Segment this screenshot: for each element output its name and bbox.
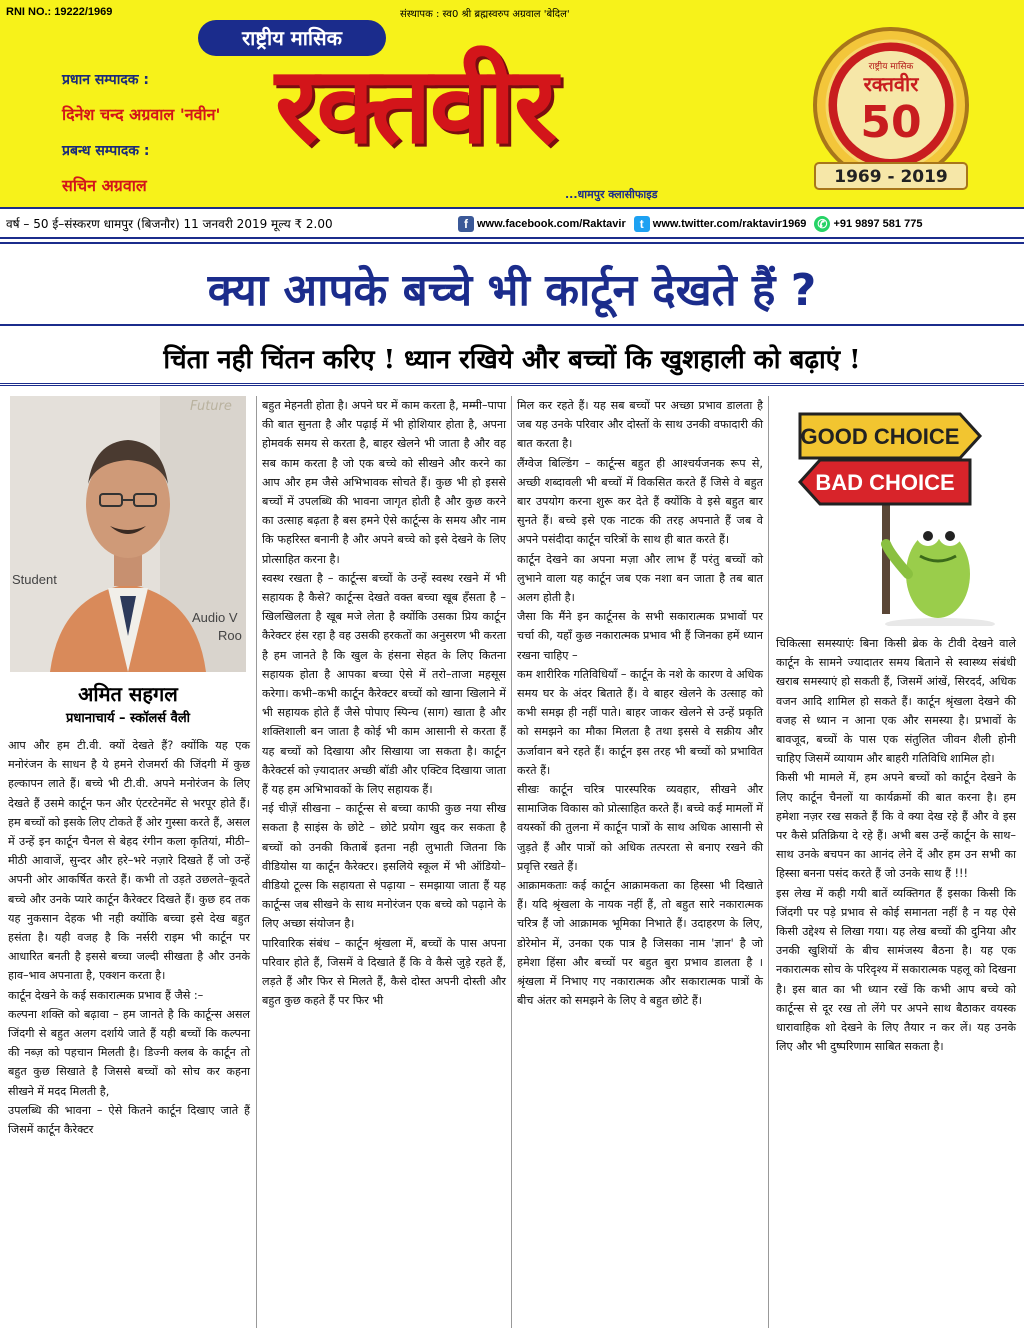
article-headline: क्या आपके बच्चे भी कार्टून देखते हैं ? xyxy=(207,265,817,316)
article-column-1 xyxy=(8,736,250,1139)
author-name: अमित सहगल xyxy=(78,682,178,706)
managing-editor-name: सचिन अग्रवाल xyxy=(62,176,147,195)
photo-sign-audio: Audio V xyxy=(192,610,238,625)
chief-editor-label: प्रधान सम्पादक : xyxy=(62,72,150,88)
paragraph: कल्पना शक्ति को बढ़ावा – हम जानते है कि कार्टून्स असल जिंदगी से बहुत अलग दर्शाये जाते हैं यही बच्चों कि कल्पना की नब्ज़ को पहचान मिलती है। डिज्नी क्लब के कार्टून तो बहुत कुछ सिखाते है जिससे बच्चों को सोच कर कहना सीखने में मदद मिलती है, xyxy=(8,1007,250,1098)
paragraph: आक्रामकताः कई कार्टून आक्रामकता का हिस्सा भी दिखाते हैं। यदि श्रृंखला के नायक नहीं हैं, तो बहुत सारे नकारात्मक चरित्र हैं जो आक्रामक भूमिका निभाते हैं। उदाहरण के लिए, डोरेमोन में, उनका एक पात्र है जिसका नाम 'ज्ञान' है जो हमेशा हिंसा और बच्चों पर बहुत बुरा प्रभाव डालता है । श्रृंखला में निभाए गए नकारात्मक और सकारात्मक पात्रों के बीच अंतर को समझने के लिए वे बहुत छोटे हैं। xyxy=(517,879,763,1008)
photo-sign-student: Student xyxy=(12,572,57,587)
chief-editor-name: दिनेश चन्द अग्रवाल 'नवीन' xyxy=(62,105,221,124)
article-column-4 xyxy=(776,634,1016,1056)
founder-line: संस्थापक : स्व0 श्री ब्रह्मस्वरुप अग्रवाल 'बेदिल' xyxy=(400,9,570,20)
rashtriya-masik-label: राष्ट्रीय मासिक xyxy=(198,20,386,56)
paragraph: चिकित्सा समस्याएंः बिना किसी ब्रेक के टीवी देखने वाले कार्टून के सामने ज्यादातर समय बिताने से स्वास्थ्य संबंधी खराब समस्याएं हो सकती हैं, जिसमें आंखें, सिरदर्द, अधिक वजन आदि शामिल हो सकते हैं। कार्टून श्रृंखला देखने की वजह से ध्यान न आना एक और समस्या है। प्रभावों के बावजूद, बच्चों के पास एक संतुलित जीवन शैली होनी चाहिए जिसमें व्यायाम और बाहरी गतिविधि शामिल हो। xyxy=(776,637,1016,766)
column-divider xyxy=(256,396,257,1328)
rni-number: RNI NO.: 19222/1969 xyxy=(6,6,113,18)
masthead xyxy=(0,0,1024,207)
photo-sign-room: Roo xyxy=(218,628,242,643)
whatsapp-icon: ✆ xyxy=(814,216,830,232)
paragraph: नई चीज़ें सीखना – कार्टून्स से बच्चा काफी कुछ नया सीख सकता है साइंस के छोटे – छोटे प्रयोग खुद कर सकता है बच्चों को उनकी किताबें इतना नही लुभाती जितना कि वीडियोस या कार्टून कैरेक्टर। इसलिये स्कूल में भी ऑडियो–वीडियो टूल्स कि सहायता से पढ़ाया – समझाया जाता हैं यह कार्टून्स जब सीखने के साथ मनोरंजन एक बच्चे को पढ़ाने के लिए अच्छा संयोजन है। xyxy=(262,802,506,931)
photo-sign-top: Future xyxy=(190,399,232,414)
author-designation: प्रधानाचार्य – स्कॉलर्स वैली xyxy=(66,711,190,726)
whatsapp-link[interactable] xyxy=(814,216,922,232)
editors-block xyxy=(62,70,282,212)
facebook-url: www.facebook.com/Raktavir xyxy=(477,217,626,230)
paragraph: मिल कर रहते हैं। यह सब बच्चों पर अच्छा प्रभाव डालता है जब यह उनके परिवार और दोस्तों के साथ उनकी वफादारी की बात करता है। xyxy=(517,399,763,451)
author-portrait-icon xyxy=(10,396,246,672)
paragraph: आप और हम टी.वी. क्यों देखते हैं? क्योंकि यह एक मनोरंजन के साधन है ये हमने रोजमर्रा की जिंदगी में कुछ हल्कापन लाते हैं। बच्चे भी टी.वी. अपने मनोरंजन के लिए देखते हैं उसमे कार्टून फन और एंटरटेनमेंट से भरपूर होते हैं। हम बच्चों को इसके लिए टोकते हैं ओर गुस्सा करते हैं, असल में उन्हें इन कार्टून चैनल से बेहद रंगीन कला कृतियां, मीठी–मीठी आवाजें, सुन्दर और हरे–भरे नज़ारे दिखते हैं जो उन्हें अपनी ओर आकर्षित करते हैं। कभी तो उड़ते उछलते–कूदते बच्चे और उनके प्यारे कार्टून कैरेक्टर दिखते हैं। कुछ हद तक यह नुकसान देहक भी नही क्योंकि बच्चा इसे देख बहुत हसंता है। यही वजह है कि नर्सरी राइम भी कार्टून पर आधारित बनती है इससे बच्चा जल्दी सीखता है और उनके हाव–भाव अपनाता है, एक्शन करता है। xyxy=(8,739,250,983)
paragraph: जैसा कि मैंने इन कार्टूनस के सभी सकारात्मक प्रभावों पर चर्चा की, यहाँ कुछ नकारात्मक प्रभाव भी हैं जिनका हमें ध्यान रखना चाहिए – xyxy=(517,610,763,662)
signpost-icon xyxy=(770,394,1014,626)
seal-number: 50 xyxy=(860,97,922,148)
paragraph: इस लेख में कही गयी बातें व्यक्तिगत हैं इसका किसी कि जिंदगी पर पड़े प्रभाव से कोई समानता नहीं है न यह ऐसे किसी उद्देश्य से लिखा गया। यह लेख बच्चों की दुनिया और उनकी खुशियों के बीच सामंजस्य बैठना है। यह एक नकारात्मक सोच के परिदृश्य में सकारात्मक पहलू को दिखना है। इस बात का भी ध्यान रखें कि कभी आप बच्चे को कार्टून्स से दूर रख तो लेंगे पर अपने साथ बैठाकर वयस्क धारावाहिक शो देखने के लिए तैयार न कर लें। यह उनके लिए और भी दुष्परिणाम साबित सकता है। xyxy=(776,886,1016,1054)
column-divider xyxy=(511,396,512,1328)
facebook-icon: f xyxy=(458,216,474,232)
seal-top-text: राष्ट्रीय मासिक xyxy=(868,62,914,72)
twitter-link[interactable] xyxy=(634,216,807,232)
tagline: ...धामपुर क्लासीफाइड xyxy=(565,188,658,201)
article-subheadline: चिंता नही चिंतन करिए ! ध्यान रखिये और बच्चों कि खुशहाली को बढ़ाएं ! xyxy=(163,345,861,375)
bad-choice-sign: BAD CHOICE xyxy=(815,470,955,495)
paragraph: उपलब्धि की भावना – ऐसे कितने कार्टून दिखाए जाते हैं जिसमें कार्टून कैरेक्टर xyxy=(8,1103,250,1137)
subhead-band xyxy=(0,328,1024,386)
good-choice-sign: GOOD CHOICE xyxy=(800,424,960,449)
paragraph: स्वस्थ रखता है – कार्टून्स बच्चों के उन्हें स्वस्थ रखने में भी सहायक है कैसे? कार्टून्स देखते वक्त बच्चा खूब हँसता है – खिलखिलता है खूब मजे लेता है क्योंकि उसका प्रिय कार्टून कैरेक्टर हंस रहा है वह उसकी हरकतों का अनुसरण भी करता है हम जानते है कि खुल के हंसना सेहत के लिए कितना सहायक होता है आपका बच्चा ऐसे में तरो–ताजा महसूस करेगा। कभी–कभी कार्टून कैरेक्टर बच्चों को खाना खिलाने में भी सहायक होते हैं जैसे पोपाए स्पिन्च (साग) खाता है और शक्तिशाली बन जाता है कोई भी काम आसानी से करता हैं यह बच्चों को दिखाया और सिखाया जा सकता है। कार्टून कैरेक्टर्स को ज़्यादातर अच्छी बॉडी और एक्टिव दिखाया जाता हैं यह हम अभिभावकों के लिए सहायक हैं। xyxy=(262,571,506,797)
whatsapp-number: +91 9897 581 775 xyxy=(833,217,923,230)
newspaper-logo-title: रक्तवीर xyxy=(275,42,556,167)
facebook-link[interactable] xyxy=(458,216,626,232)
managing-editor-label: प्रबन्ध सम्पादक : xyxy=(62,143,150,159)
paragraph: कार्टून देखने के कई सकारात्मक प्रभाव हैं जैसे :– xyxy=(8,988,204,1002)
paragraph: कम शारीरिक गतिविधियाँ – कार्टून के नशे के कारण वे अधिक समय घर के अंदर बिताते हैं। वे बाहर खेलने के उत्साह को कभी समझ ही नहीं पाते। बाहर जाकर खेलने से उन्हें प्रकृति को समझने का मौका मिलता है तथा इससे वे सक्रीय और ऊर्जावान बने रहते हैं। कार्टून इस तरह भी बच्चों को प्रभावित करते हैं। xyxy=(517,667,763,777)
headline-band xyxy=(0,242,1024,326)
seal-years: 1969 - 2019 xyxy=(834,167,948,187)
paragraph: किसी भी मामले में, हम अपने बच्चों को कार्टून देखने के लिए कार्टून चैनलों या कार्यक्रमों की बात करना है। हम हमेशा नज़र रख सकते हैं कि वे क्या देख रहे हैं और वे इस पर कैसे प्रतिक्रिया दे रहे हैं। अभी बस उन्हें कार्टून के साथ–साथ उनके बचपन का आनंद लेने दें और हम उन सभी का हिस्सा बनना पसंद करते हैं जो उनके साथ हैं !!! xyxy=(776,771,1016,881)
article-column-2 xyxy=(262,396,506,1011)
article-column-3 xyxy=(517,396,763,1011)
author-photo xyxy=(10,396,246,672)
seal-logo: रक्तवीर xyxy=(863,72,919,96)
twitter-icon: t xyxy=(634,216,650,232)
paragraph: कार्टून देखने का अपना मज़ा और लाभ हैं परंतु बच्चों को लुभाने वाला यह कार्टून जब एक नशा बन जाता है तब बात अलग होती है। xyxy=(517,552,763,605)
twitter-url: www.twitter.com/raktavir1969 xyxy=(652,217,807,230)
edition-details: वर्ष – 50 ई–संस्करण धामपुर (बिजनौर) 11 जनवरी 2019 मूल्य ₹ 2.00 xyxy=(6,217,333,231)
social-links xyxy=(458,216,922,232)
anniversary-seal-icon xyxy=(793,25,989,195)
paragraph: पारिवारिक संबंध – कार्टून श्रृंखला में, बच्चों के पास अपना परिवार होते हैं, जिसमें वे दिखाते हैं कि वे कैसे जुड़े रहते हैं, लड़ते हैं और फिर से मिलते हैं, कैसे दोस्त अपनी दोस्ती और बहुत कुछ कहते हैं पर फिर भी xyxy=(262,936,506,1008)
good-bad-choice-illustration xyxy=(770,394,1014,626)
paragraph: लैंग्वेज बिल्डिंग – कार्टून्स बहुत ही आश्चर्यजनक रूप से, अच्छी शब्दावली भी बच्चों में विकसित करते हैं जिसे वे बहुत बार उपयोग करना शुरू कर देते हैं क्योंकि वे इसे बहुत बार सुनते हैं। बच्चे इसे एक नाटक की तरह अपनाते हैं जब वे अपने पसंदीदा कार्टून चरित्रों के साथ ही बात करते हैं। xyxy=(517,456,763,547)
paragraph: सीखः कार्टून चरित्र पारस्परिक व्यवहार, सीखने और सामाजिक विकास को प्रोत्साहित करते हैं। बच्चे कई मामलों में वयस्कों की तुलना में कार्टून पात्रों के साथ अधिक आसानी से जुड़ते हैं और पात्रों को अधिक तत्परता से बनाए रखने की प्रवृत्ति रखते हैं। xyxy=(517,783,763,873)
paragraph: बहुत मेहनती होता है। अपने घर में काम करता है, मम्मी–पापा की बात सुनता है और पढ़ाई में भी होशियार होता है, अपना होमवर्क समय से करता है, बाहर खेलने भी जाता है और वह सब काम करता है जो एक बच्चे को सीखने और करने का आप और हम जैसे अभिभावक सोचते हैं। कुछ भी हो इससे बच्चों में उपलब्धि की भावना जागृत होती है और कुछ करने का उत्साह बढ़ता है बस हमने ऐसे कार्टून्स के समय और नाम कि फहरिस्त बनानी है और अपने बच्चे को इसे देखने के लिए प्रोत्साहित करना है। xyxy=(262,399,506,566)
edition-info-bar xyxy=(0,207,1024,239)
column-divider xyxy=(768,396,769,1328)
